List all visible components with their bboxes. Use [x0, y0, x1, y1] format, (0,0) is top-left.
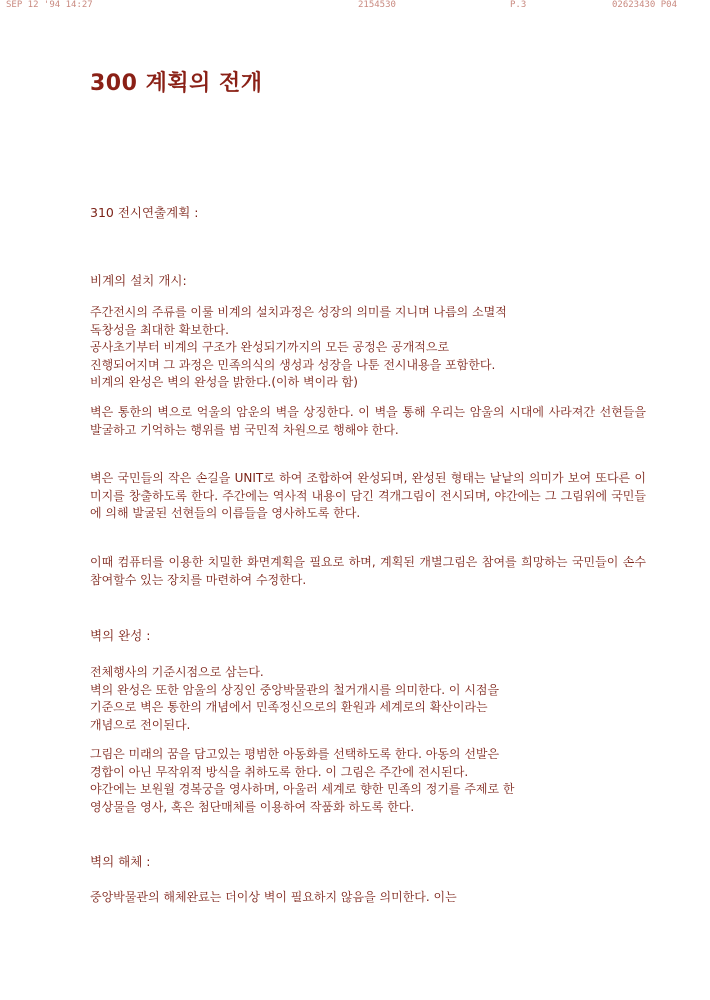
text-line: 영상물을 영사, 혹은 첨단매체를 이용하여 작품화 하도록 한다.	[90, 799, 415, 814]
fax-phone-number: 02623430 P04	[612, 0, 678, 10]
text-line: 공사초기부터 비계의 구조가 완성되기까지의 모든 공정은 공개적으로	[90, 340, 450, 354]
subsection-heading-wall-completion: 벽의 완성 :	[90, 628, 151, 643]
wall-dismantle-paragraph-1: 중앙박물관의 해체완료는 더이상 벽이 필요하지 않음을 의미한다. 이는	[90, 890, 457, 904]
text-line: 벽의 완성은 또한 암울의 상징인 중앙박물관의 철거개시를 의미한다. 이 시점을	[90, 682, 500, 697]
text-line: 전체행사의 기준시점으로 삼는다.	[90, 665, 264, 679]
scaffold-install-paragraph-2: 벽은 통한의 벽으로 억울의 암운의 벽을 상징한다. 이 벽을 통해 우리는 암울의 시대에 사라져간 선현들을 발굴하고 기억하는 행위를 범 국민적 차원으로 행해야 한다.	[90, 405, 646, 437]
text-line: 야간에는 보원월 경복궁을 영사하며, 아울러 세계로 향한 민족의 정기를 주제로 한	[90, 782, 515, 796]
page-title: 300 계획의 전개	[90, 71, 263, 96]
text-line: 비계의 완성은 벽의 완성을 밝한다.(이하 벽이라 함)	[90, 375, 358, 389]
fax-page-number: P.3	[510, 0, 527, 10]
wall-completion-paragraph-1	[90, 664, 646, 734]
fax-header	[0, 0, 710, 12]
text-line: 기준으로 벽은 통한의 개념에서 민족정신으로의 환원과 세계로의 확산이라는	[90, 700, 488, 714]
fax-date-time: SEP 12 '94 14:27	[6, 0, 93, 10]
scaffold-install-paragraph-4: 이때 컴퓨터를 이용한 치밀한 화면계획을 필요로 하며, 계획된 개별그림은 참여를 희망하는 국민들이 손수 참여할수 있는 장치를 마련하여 수정한다.	[90, 555, 646, 587]
wall-completion-paragraph-2	[90, 746, 646, 816]
text-line: 그림은 미래의 꿈을 담고있는 평범한 아동화를 선택하도록 한다. 아동의 선발은	[90, 747, 500, 761]
text-line: 개념으로 전이된다.	[90, 717, 191, 732]
subsection-heading-wall-dismantle: 벽의 해체 :	[90, 854, 151, 869]
scaffold-install-paragraph-1	[90, 304, 646, 392]
scaffold-install-paragraph-3: 벽은 국민들의 작은 손길을 UNIT로 하여 조합하여 완성되며, 완성된 형태는 낱낱의 의미가 보여 또다른 이미지를 창출하도록 한다. 주간에는 역사적 내용이 담긴 격개그림이 전시되며, 야간에는 그 그림위에 국민들에 의해 발굴된 선현들의 이름들을 영사하도록 한다.	[90, 471, 646, 520]
text-line: 진행되어지며 그 과정은 민족의식의 생성과 성장을 나툰 전시내용을 포함한다.	[90, 357, 496, 372]
fax-sender-id: 2154530	[358, 0, 396, 10]
section-title: 310 전시연출계획 :	[90, 205, 199, 220]
text-line: 독창성을 최대한 확보한다.	[90, 322, 229, 337]
text-line: 경합이 아닌 무작위적 방식을 취하도록 한다. 이 그림은 주간에 전시된다.	[90, 764, 469, 779]
subsection-heading-scaffold-install: 비계의 설치 개시:	[90, 273, 187, 288]
text-line: 주간전시의 주류를 이룰 비계의 설치과정은 성장의 의미를 지니며 나름의 소멸적	[90, 305, 507, 319]
